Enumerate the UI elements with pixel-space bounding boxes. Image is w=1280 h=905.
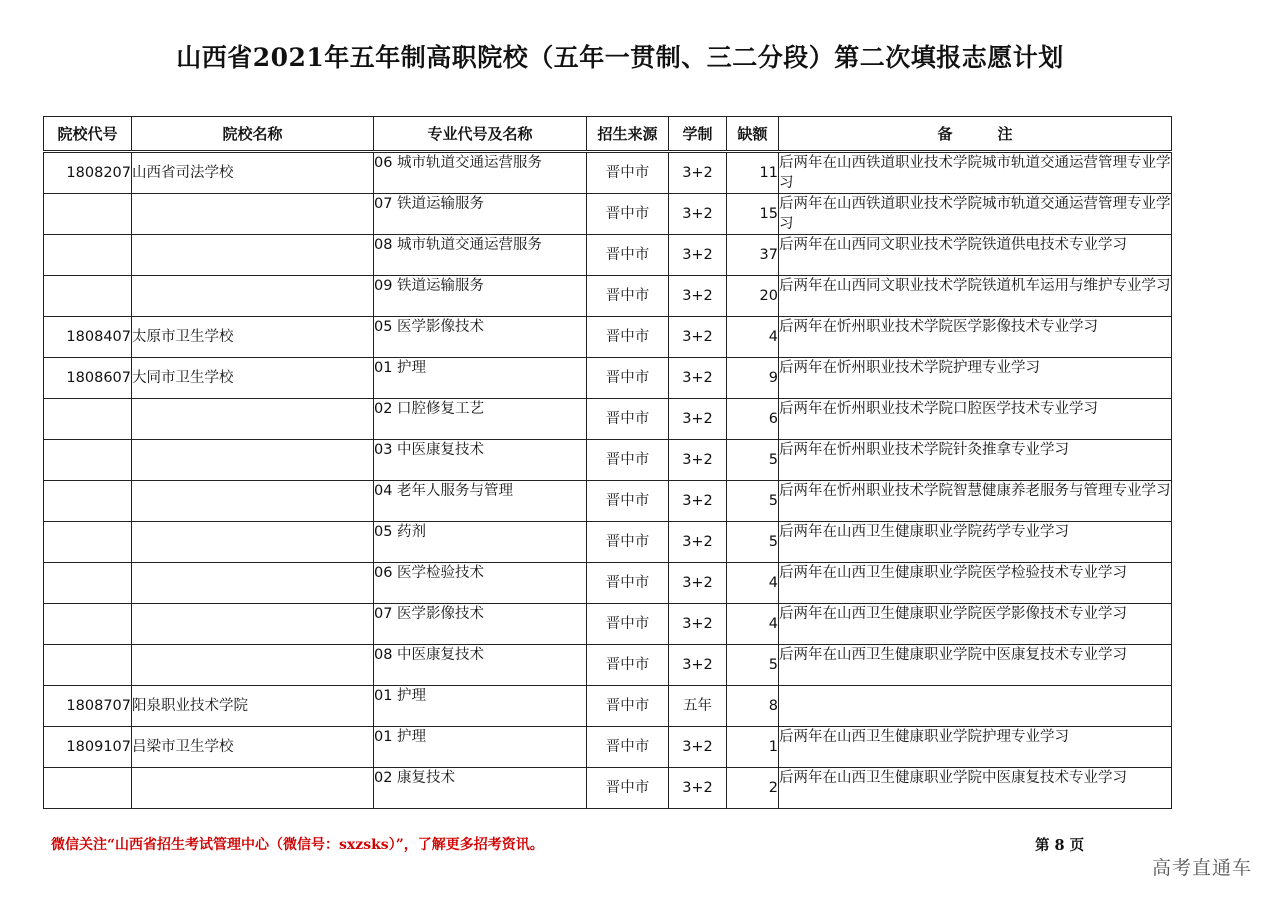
source-cell: 晋中市 bbox=[587, 686, 669, 727]
school-code-cell: 1808607 bbox=[44, 358, 132, 399]
remark-cell: 后两年在山西卫生健康职业学院医学影像技术专业学习 bbox=[779, 604, 1172, 645]
length-cell: 3+2 bbox=[669, 481, 727, 522]
major-cell: 06 城市轨道交通运营服务 bbox=[374, 152, 587, 194]
school-name-cell bbox=[132, 604, 374, 645]
school-code-cell bbox=[44, 768, 132, 809]
table-row bbox=[44, 768, 1172, 809]
remark-cell: 后两年在山西铁道职业技术学院城市轨道交通运营管理专业学习 bbox=[779, 152, 1172, 194]
remark-cell: 后两年在山西卫生健康职业学院护理专业学习 bbox=[779, 727, 1172, 768]
length-cell: 3+2 bbox=[669, 317, 727, 358]
school-name-cell bbox=[132, 522, 374, 563]
length-cell: 3+2 bbox=[669, 563, 727, 604]
length-cell: 3+2 bbox=[669, 276, 727, 317]
remark-cell: 后两年在忻州职业技术学院针灸推拿专业学习 bbox=[779, 440, 1172, 481]
length-cell: 3+2 bbox=[669, 152, 727, 194]
remark-cell: 后两年在忻州职业技术学院智慧健康养老服务与管理专业学习 bbox=[779, 481, 1172, 522]
school-name-cell bbox=[132, 276, 374, 317]
school-code-cell: 1808707 bbox=[44, 686, 132, 727]
vacancy-cell: 37 bbox=[727, 235, 779, 276]
length-cell: 3+2 bbox=[669, 604, 727, 645]
remark-cell: 后两年在忻州职业技术学院护理专业学习 bbox=[779, 358, 1172, 399]
vacancy-cell: 20 bbox=[727, 276, 779, 317]
table-row bbox=[44, 686, 1172, 727]
length-cell: 3+2 bbox=[669, 194, 727, 235]
school-name-cell bbox=[132, 481, 374, 522]
source-cell: 晋中市 bbox=[587, 481, 669, 522]
school-name-cell: 太原市卫生学校 bbox=[132, 317, 374, 358]
major-cell: 09 铁道运输服务 bbox=[374, 276, 587, 317]
vacancy-cell: 5 bbox=[727, 645, 779, 686]
major-cell: 01 护理 bbox=[374, 686, 587, 727]
vacancy-cell: 2 bbox=[727, 768, 779, 809]
school-code-cell bbox=[44, 522, 132, 563]
source-cell: 晋中市 bbox=[587, 563, 669, 604]
school-name-cell: 山西省司法学校 bbox=[132, 152, 374, 194]
school-name-cell bbox=[132, 194, 374, 235]
table-row bbox=[44, 481, 1172, 522]
major-cell: 06 医学检验技术 bbox=[374, 563, 587, 604]
major-cell: 01 护理 bbox=[374, 358, 587, 399]
table-row bbox=[44, 399, 1172, 440]
school-name-cell bbox=[132, 235, 374, 276]
length-cell: 五年 bbox=[669, 686, 727, 727]
header-major: 专业代号及名称 bbox=[374, 117, 587, 152]
source-cell: 晋中市 bbox=[587, 235, 669, 276]
page-title: 山西省2021年五年制高职院校（五年一贯制、三二分段）第二次填报志愿计划 bbox=[176, 43, 1064, 72]
remark-cell: 后两年在忻州职业技术学院医学影像技术专业学习 bbox=[779, 317, 1172, 358]
remark-cell: 后两年在山西卫生健康职业学院医学检验技术专业学习 bbox=[779, 563, 1172, 604]
table-row bbox=[44, 317, 1172, 358]
header-source: 招生来源 bbox=[587, 117, 669, 152]
vacancy-cell: 4 bbox=[727, 604, 779, 645]
table-row bbox=[44, 194, 1172, 235]
remark-cell: 后两年在山西铁道职业技术学院城市轨道交通运营管理专业学习 bbox=[779, 194, 1172, 235]
remark-cell: 后两年在山西卫生健康职业学院中医康复技术专业学习 bbox=[779, 768, 1172, 809]
length-cell: 3+2 bbox=[669, 645, 727, 686]
vacancy-cell: 8 bbox=[727, 686, 779, 727]
school-code-cell: 1808407 bbox=[44, 317, 132, 358]
school-code-cell bbox=[44, 276, 132, 317]
vacancy-cell: 5 bbox=[727, 481, 779, 522]
school-name-cell bbox=[132, 645, 374, 686]
major-cell: 05 医学影像技术 bbox=[374, 317, 587, 358]
remark-cell bbox=[779, 686, 1172, 727]
remark-cell: 后两年在山西卫生健康职业学院药学专业学习 bbox=[779, 522, 1172, 563]
school-code-cell bbox=[44, 399, 132, 440]
major-cell: 04 老年人服务与管理 bbox=[374, 481, 587, 522]
school-name-cell bbox=[132, 399, 374, 440]
school-code-cell: 1808207 bbox=[44, 152, 132, 194]
school-code-cell: 1809107 bbox=[44, 727, 132, 768]
remark-cell: 后两年在山西同文职业技术学院铁道供电技术专业学习 bbox=[779, 235, 1172, 276]
school-name-cell bbox=[132, 768, 374, 809]
source-cell: 晋中市 bbox=[587, 194, 669, 235]
remark-cell: 后两年在忻州职业技术学院口腔医学技术专业学习 bbox=[779, 399, 1172, 440]
major-cell: 02 口腔修复工艺 bbox=[374, 399, 587, 440]
enrollment-plan-table bbox=[43, 116, 1172, 809]
header-school-name: 院校名称 bbox=[132, 117, 374, 152]
school-code-cell bbox=[44, 563, 132, 604]
length-cell: 3+2 bbox=[669, 235, 727, 276]
vacancy-cell: 6 bbox=[727, 399, 779, 440]
vacancy-cell: 9 bbox=[727, 358, 779, 399]
length-cell: 3+2 bbox=[669, 522, 727, 563]
school-code-cell bbox=[44, 645, 132, 686]
header-vacancy: 缺额 bbox=[727, 117, 779, 152]
major-cell: 07 医学影像技术 bbox=[374, 604, 587, 645]
vacancy-cell: 4 bbox=[727, 317, 779, 358]
remark-cell: 后两年在山西同文职业技术学院铁道机车运用与维护专业学习 bbox=[779, 276, 1172, 317]
major-cell: 02 康复技术 bbox=[374, 768, 587, 809]
school-code-cell bbox=[44, 194, 132, 235]
watermark: 高考直通车 bbox=[1151, 857, 1252, 879]
source-cell: 晋中市 bbox=[587, 768, 669, 809]
table-row bbox=[44, 235, 1172, 276]
table-row bbox=[44, 645, 1172, 686]
school-code-cell bbox=[44, 481, 132, 522]
length-cell: 3+2 bbox=[669, 727, 727, 768]
source-cell: 晋中市 bbox=[587, 399, 669, 440]
length-cell: 3+2 bbox=[669, 358, 727, 399]
major-cell: 05 药剂 bbox=[374, 522, 587, 563]
school-name-cell bbox=[132, 563, 374, 604]
school-code-cell bbox=[44, 235, 132, 276]
source-cell: 晋中市 bbox=[587, 522, 669, 563]
major-cell: 01 护理 bbox=[374, 727, 587, 768]
major-cell: 07 铁道运输服务 bbox=[374, 194, 587, 235]
table-row bbox=[44, 152, 1172, 194]
wechat-notice: 微信关注“山西省招生考试管理中心（微信号：sxzsks）”，了解更多招考资讯。 bbox=[51, 837, 544, 853]
length-cell: 3+2 bbox=[669, 440, 727, 481]
page-number: 第 8 页 bbox=[1035, 837, 1085, 854]
vacancy-cell: 11 bbox=[727, 152, 779, 194]
table-row bbox=[44, 563, 1172, 604]
vacancy-cell: 4 bbox=[727, 563, 779, 604]
major-cell: 08 中医康复技术 bbox=[374, 645, 587, 686]
school-code-cell bbox=[44, 440, 132, 481]
source-cell: 晋中市 bbox=[587, 358, 669, 399]
header-length: 学制 bbox=[669, 117, 727, 152]
major-cell: 03 中医康复技术 bbox=[374, 440, 587, 481]
source-cell: 晋中市 bbox=[587, 317, 669, 358]
table-row bbox=[44, 440, 1172, 481]
school-name-cell bbox=[132, 440, 374, 481]
table-row bbox=[44, 727, 1172, 768]
source-cell: 晋中市 bbox=[587, 604, 669, 645]
school-name-cell: 大同市卫生学校 bbox=[132, 358, 374, 399]
major-cell: 08 城市轨道交通运营服务 bbox=[374, 235, 587, 276]
header-school-code: 院校代号 bbox=[44, 117, 132, 152]
vacancy-cell: 5 bbox=[727, 440, 779, 481]
school-code-cell bbox=[44, 604, 132, 645]
school-name-cell: 阳泉职业技术学院 bbox=[132, 686, 374, 727]
length-cell: 3+2 bbox=[669, 399, 727, 440]
source-cell: 晋中市 bbox=[587, 727, 669, 768]
vacancy-cell: 1 bbox=[727, 727, 779, 768]
source-cell: 晋中市 bbox=[587, 152, 669, 194]
header-remark: 备 注 bbox=[779, 117, 1172, 152]
table-header-row bbox=[44, 117, 1172, 152]
source-cell: 晋中市 bbox=[587, 276, 669, 317]
length-cell: 3+2 bbox=[669, 768, 727, 809]
table-row bbox=[44, 358, 1172, 399]
source-cell: 晋中市 bbox=[587, 440, 669, 481]
table-row bbox=[44, 276, 1172, 317]
table-row bbox=[44, 522, 1172, 563]
remark-cell: 后两年在山西卫生健康职业学院中医康复技术专业学习 bbox=[779, 645, 1172, 686]
school-name-cell: 吕梁市卫生学校 bbox=[132, 727, 374, 768]
source-cell: 晋中市 bbox=[587, 645, 669, 686]
table-row bbox=[44, 604, 1172, 645]
vacancy-cell: 15 bbox=[727, 194, 779, 235]
vacancy-cell: 5 bbox=[727, 522, 779, 563]
